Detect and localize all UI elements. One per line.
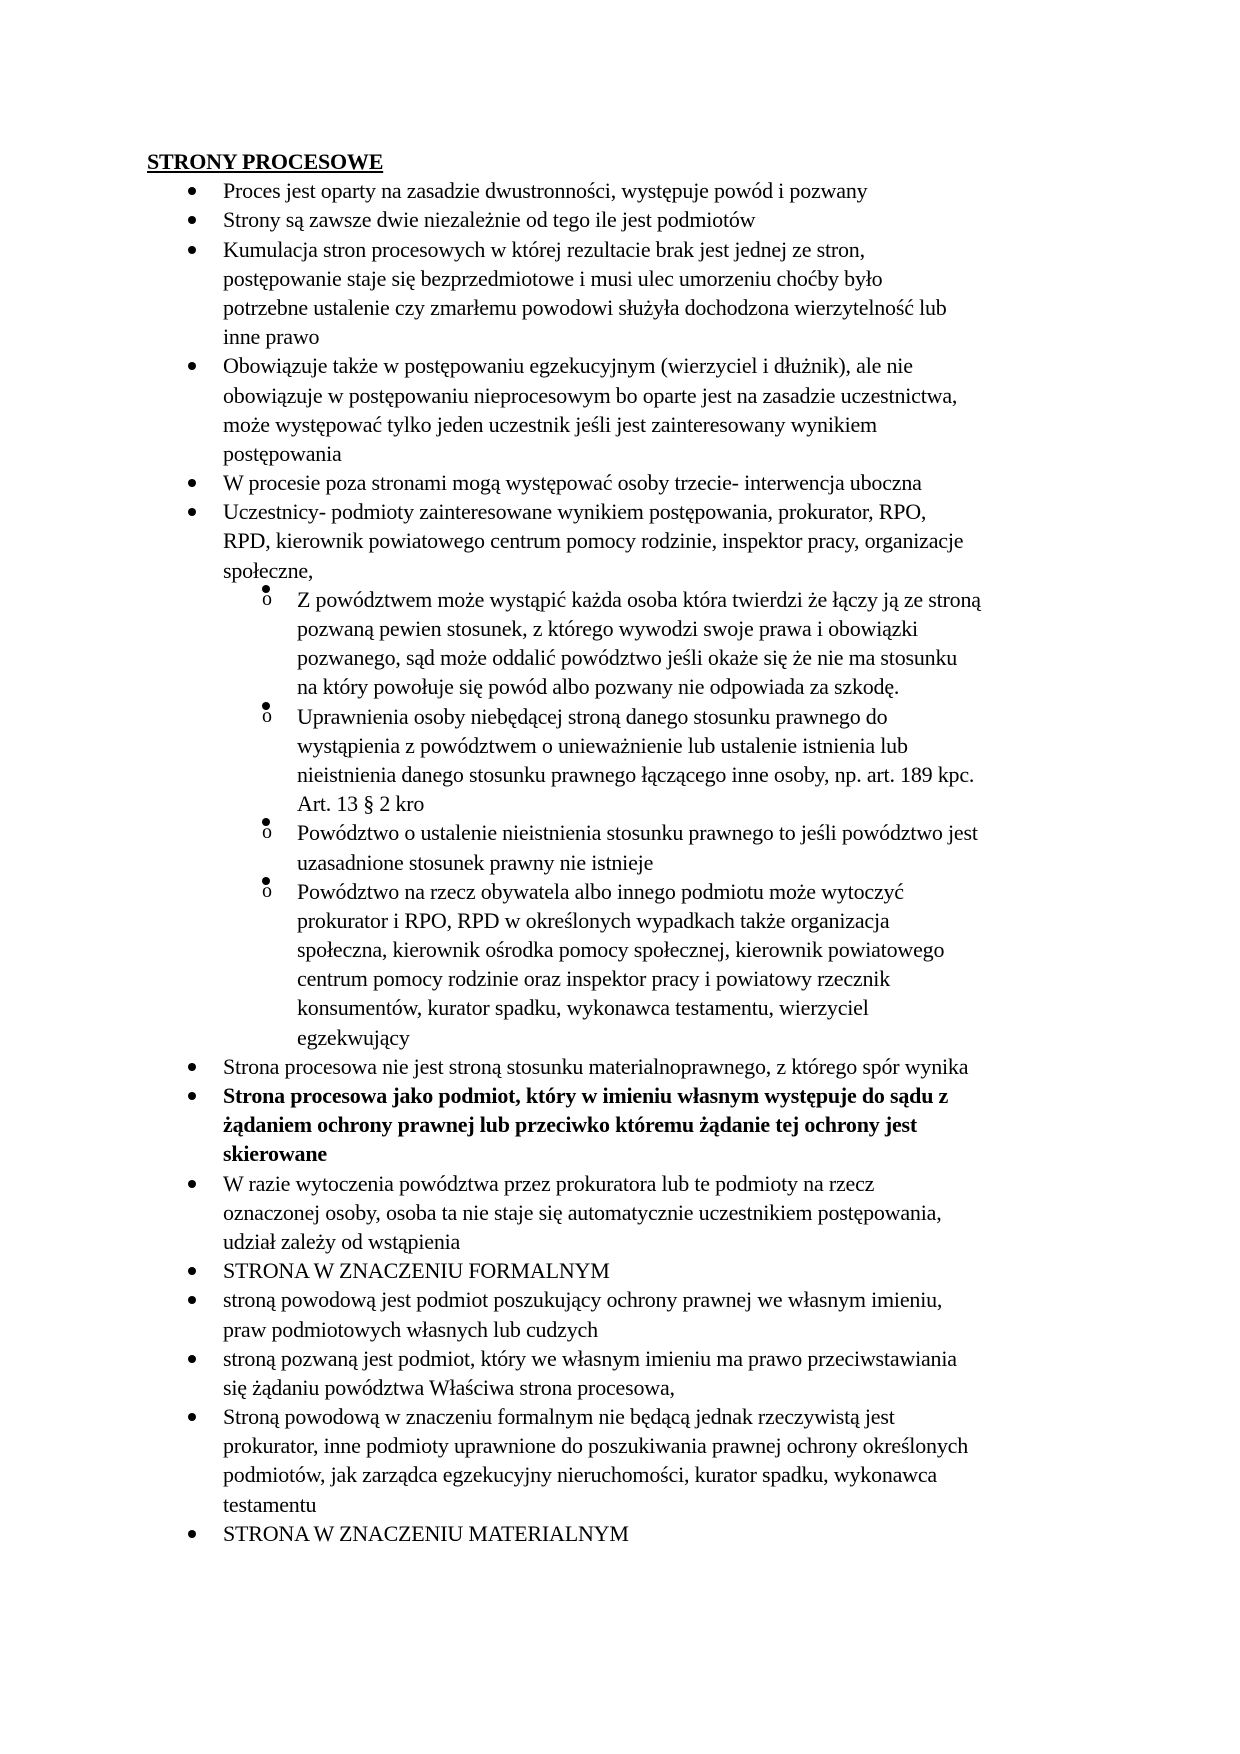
bullet-icon [188,479,196,487]
document-title: STRONY PROCESOWE [147,149,384,174]
bullet-icon [188,1092,196,1100]
bullet-icon [188,1180,196,1188]
list-item-line: Uprawnienia osoby niebędącej stroną danego stosunku prawnego do [297,703,888,729]
list-item [0,1256,1240,1285]
list-item-line: Obowiązuje także w postępowaniu egzekucyjnym (wierzyciel i dłużnik), ale nie [223,353,913,379]
list-item-line: W procesie poza stronami mogą występować osoby trzecie- interwencja uboczna [223,470,922,496]
list-item-line: pozwanego, sąd może oddalić powództwo jeśli okaże się że nie ma stosunku [297,645,958,671]
list-item-line: na który powołuje się powód albo pozwany nie odpowiada za szkodę. [297,674,900,700]
list-item-line: społeczne, [223,557,314,583]
hollow-bullet-icon: o [262,585,270,593]
list-item-line: pozwaną pewien stosunek, z którego wywodzi swoje prawa i obowiązki [297,616,918,641]
list-item-line: potrzebne ustalenie czy zmarłemu powodowi służyła dochodzona wierzytelność lub [223,294,947,320]
bullet-icon [188,246,196,254]
hollow-bullet-icon: o [262,702,270,710]
list-item-line: Powództwo o ustalenie nieistnienia stosunku prawnego to jeśli powództwo jest [297,820,978,846]
sub-list-item [0,877,1240,1052]
list-item-line: Art. 13 § 2 kro [297,791,425,817]
list-item-line: postępowania [223,440,342,466]
list-item [0,1052,1240,1081]
list-item-line: może występować tylko jeden uczestnik jeśli jest zainteresowany wynikiem [223,411,877,437]
list-item-line: Strony są zawsze dwie niezależnie od tego ile jest podmiotów [223,207,756,233]
list-item-line: się żądaniu powództwa Właściwa strona procesowa, [223,1374,675,1400]
sub-list-item [0,818,1240,876]
list-item [0,1402,1240,1519]
bullet-icon [188,1355,196,1363]
list-item-line: uzasadnione stosunek prawny nie istnieje [297,849,654,875]
list-item-line: Strona procesowa nie jest stroną stosunku materialnoprawnego, z którego spór wynika [223,1053,969,1079]
sub-list-item [0,585,1240,702]
list-item-line: Powództwo na rzecz obywatela albo innego podmiotu może wytoczyć [297,878,904,904]
list-item-line: Uczestnicy- podmioty zainteresowane wynikiem postępowania, prokurator, RPO, [223,499,927,525]
list-item [0,497,1240,585]
list-item-line: testamentu [223,1491,317,1517]
list-item-line: praw podmiotowych własnych lub cudzych [223,1316,598,1342]
list-item-line: Proces jest oparty na zasadzie dwustronności, występuje powód i pozwany [223,178,868,204]
list-item-line: nieistnienia danego stosunku prawnego łączącego inne osoby, np. art. 189 kpc. [297,761,975,787]
bullet-icon [188,1413,196,1421]
list-item-line: centrum pomocy rodzinie oraz inspektor pracy i powiatowy rzecznik [297,966,890,992]
list-item-line: skierowane [223,1141,327,1167]
list-item [0,205,1240,234]
bullet-icon [188,1063,196,1071]
sub-list-item [0,702,1240,819]
list-item-line: Strona procesowa jako podmiot, który w imieniu własnym występuje do sądu z [223,1083,949,1108]
list-item [0,176,1240,205]
list-item-line: prokurator i RPO, RPD w określonych wypadkach także organizacja [297,907,890,933]
list-item [0,351,1240,468]
list-item-line: RPD, kierownik powiatowego centrum pomocy rodzinie, inspektor pracy, organizacje [223,528,964,554]
list-item-line: W razie wytoczenia powództwa przez prokuratora lub te podmioty na rzecz [223,1170,875,1196]
bullet-icon [188,1530,196,1538]
hollow-bullet-icon: o [262,818,270,826]
list-item [0,235,1240,352]
list-item [0,1169,1240,1257]
list-item-line: konsumentów, kurator spadku, wykonawca testamentu, wierzyciel [297,995,869,1021]
list-item-line: Kumulacja stron procesowych w której rezultacie brak jest jednej ze stron, [223,236,865,262]
list-item-line: żądaniem ochrony prawnej lub przeciwko któremu żądanie tej ochrony jest [223,1112,918,1138]
list-item-line: Z powództwem może wystąpić każda osoba która twierdzi że łączy ją ze stroną [297,586,981,612]
list-item-line: stroną pozwaną jest podmiot, który we własnym imieniu ma prawo przeciwstawiania [223,1345,957,1371]
list-item-line: społeczna, kierownik ośrodka pomocy społecznej, kierownik powiatowego [297,937,945,963]
list-item-line: STRONA W ZNACZENIU FORMALNYM [223,1258,610,1284]
list-item [0,1519,1240,1548]
bullet-list [0,176,1240,1548]
list-item-line: stroną powodową jest podmiot poszukujący ochrony prawnej we własnym imieniu, [223,1287,943,1313]
list-item-line: wystąpienia z powództwem o unieważnienie lub ustalenie istnienia lub [297,732,908,758]
list-item-line: Stroną powodową w znaczeniu formalnym nie będącą jednak rzeczywistą jest [223,1404,895,1430]
list-item [0,1285,1240,1343]
list-item-line: udział zależy od wstąpienia [223,1228,461,1254]
list-item [0,468,1240,497]
hollow-bullet-icon: o [262,877,270,885]
list-item [0,1081,1240,1169]
list-item-line: oznaczonej osoby, osoba ta nie staje się automatycznie uczestnikiem postępowania, [223,1199,942,1225]
list-item-line: STRONA W ZNACZENIU MATERIALNYM [223,1520,629,1546]
list-item-line: egzekwujący [297,1024,410,1050]
list-item-line: inne prawo [223,324,320,350]
list-item-line: podmiotów, jak zarządca egzekucyjny nieruchomości, kurator spadku, wykonawca [223,1462,938,1488]
list-item-line: obowiązuje w postępowaniu nieprocesowym bo oparte jest na zasadzie uczestnictwa, [223,382,958,408]
list-item [0,1344,1240,1402]
list-item-line: postępowanie staje się bezprzedmiotowe i musi ulec umorzeniu choćby było [223,265,883,291]
list-item-line: prokurator, inne podmioty uprawnione do poszukiwania prawnej ochrony określonych [223,1433,968,1459]
document-page [0,147,1240,1548]
